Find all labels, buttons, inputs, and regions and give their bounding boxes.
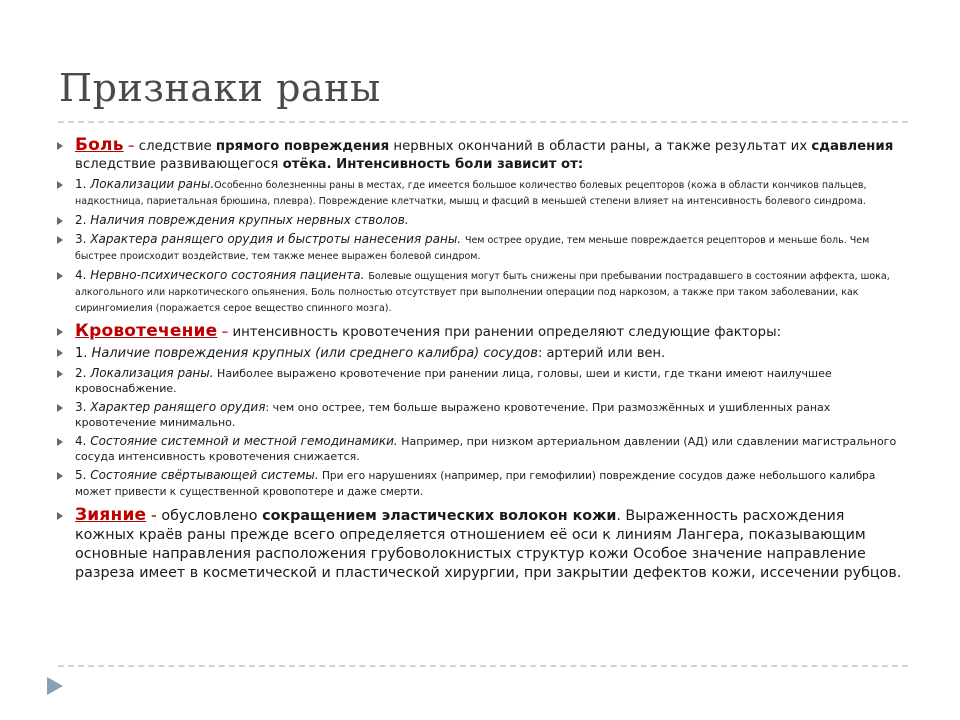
pain-keyword: Боль [75,135,124,155]
bullet-gaping: Зияние - обусловлено сокращением эластических волокон кожи. Выраженность расхождения кожных краёв раны прежде всего определяется отношением её оси к линиям Лангера, показывающим основные направления расположения грубоволокнистых структур кожи Особое значение направление разреза имеет в косметической и пластической хирургии, при закрытии дефектов кожи, иссечении рубцов. [56,506,906,583]
sub-bullet-arrow-icon [57,236,63,244]
gaping-keyword: Зияние [75,505,147,525]
slide-content [56,136,906,586]
pain-factor-2: 2. Наличия повреждения крупных нервных стволов. [56,213,906,228]
bleeding-factor-5: 5. Состояние свёртывающей системы. При его нарушениях (например, при гемофилии) повреждение сосудов даже небольшого калибра может привести к существенной кровопотере и даже смерти. [56,468,906,500]
sub-bullet-arrow-icon [57,217,63,225]
bullet-arrow-icon [57,142,63,150]
bleeding-factor-2: 2. Локализация раны. Наиболее выражено кровотечение при ранении лица, головы, шеи и кисти, где ткани имеют наилучшее кровоснабжение. [56,366,906,396]
bullet-arrow-icon [57,512,63,520]
bullet-arrow-icon [57,328,63,336]
sub-bullet-arrow-icon [57,404,63,412]
sub-bullet-arrow-icon [57,370,63,378]
bullet-bleeding: Кровотечение – интенсивность кровотечения при ранении определяют следующие факторы: [56,322,906,342]
title-divider [58,121,908,123]
slide-title: Признаки раны [59,66,381,110]
sub-bullet-arrow-icon [57,181,63,189]
pain-factor-4: 4. Нервно-психического состояния пациента. Болевые ощущения могут быть снижены при пребывании пострадавшего в состоянии аффекта, шока, алкогольного или наркотического опьянения. Боль полностью отсутствует при выполнении операции под наркозом, а также при таком заболевании, как сирингомиелия (поражается серое вещество спинного мозга). [56,268,906,316]
pain-factor-1: 1. Локализации раны.Особенно болезненны раны в местах, где имеется большое количество болевых рецепторов (кожа в области кончиков пальцев, надкостница, париетальная брюшина, плевра). Повреждение клетчатки, мышц и фасций в меньшей степени влияет на интенсивность болевого синдрома. [56,177,906,209]
sub-bullet-arrow-icon [57,349,63,357]
bleeding-factor-1: 1. Наличие повреждения крупных (или среднего калибра) сосудов: артерий или вен. [56,345,906,362]
dash: – [127,139,135,154]
pain-factor-3: 3. Характера ранящего орудия и быстроты нанесения раны. Чем острее орудие, тем меньше повреждается рецепторов и меньше боль. Чем быстрее происходит воздействие, тем также менее выражен болевой синдром. [56,232,906,264]
footer-divider [58,665,908,667]
bleeding-factor-3: 3. Характер ранящего орудия: чем оно острее, тем больше выражено кровотечение. При размозжённых и ушибленных ранах кровотечение минимально. [56,400,906,430]
bleeding-factor-4: 4. Состояние системной и местной гемодинамики. Например, при низком артериальном давлении (АД) или сдавлении магистрального сосуда интенсивность кровотечения снижается. [56,434,906,464]
next-slide-arrow-icon[interactable] [47,677,63,695]
dash: – [221,325,229,340]
sub-bullet-arrow-icon [57,438,63,446]
dash: - [150,508,157,524]
sub-bullet-arrow-icon [57,272,63,280]
sub-bullet-arrow-icon [57,472,63,480]
bleeding-keyword: Кровотечение [75,321,218,341]
bullet-pain: Боль – следствие прямого повреждения нервных окончаний в области раны, а также результат их сдавления вследствие развивающегося отёка. Интенсивность боли зависит от: [56,136,906,174]
